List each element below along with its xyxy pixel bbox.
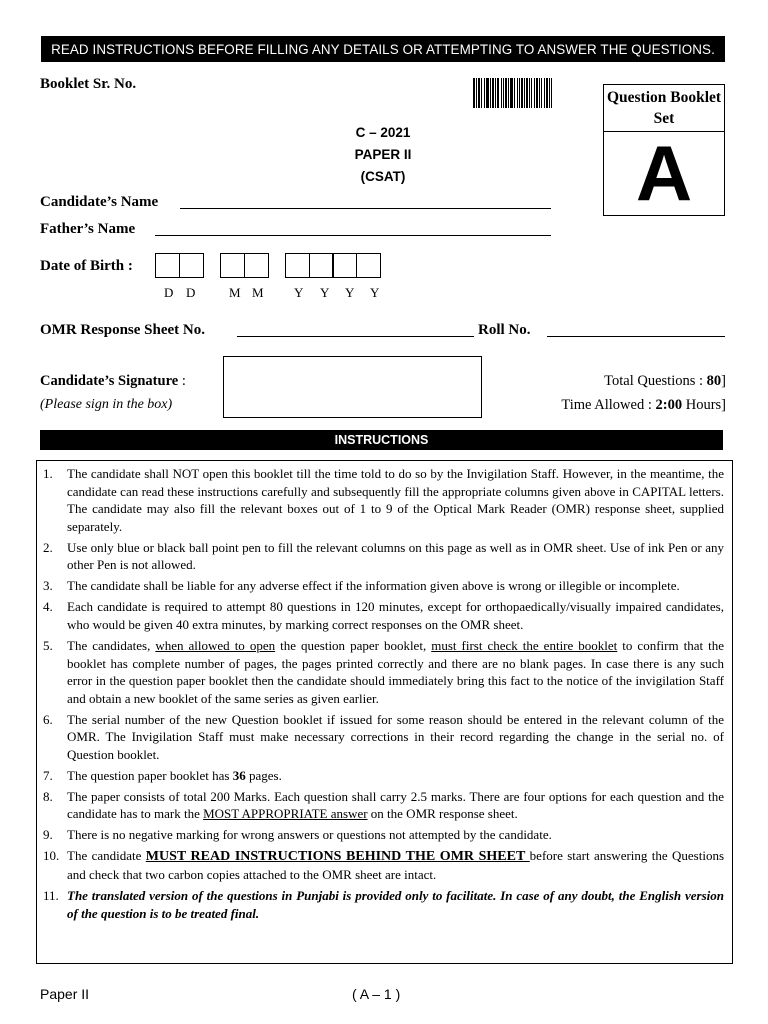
instruction-number: 7. <box>43 767 53 783</box>
instruction-text <box>67 847 724 883</box>
dob-box[interactable] <box>244 253 269 278</box>
omr-sheet-field[interactable] <box>237 336 474 337</box>
instruction-number: 9. <box>43 827 53 843</box>
instructions-box <box>36 460 733 964</box>
subject-title: (CSAT) <box>360 169 406 184</box>
time-allowed <box>561 397 726 414</box>
barcode-image <box>473 78 583 108</box>
instruction-item <box>41 887 724 922</box>
instruction-item <box>41 465 724 535</box>
total-questions-value: 80 <box>706 373 722 389</box>
dob-box[interactable] <box>285 253 310 278</box>
instruction-text: The serial number of the new Question booklet if issued for some reason should be entered in the relevant column of the OMR. The Invigilation Staff must make necessary corrections in their record regarding the change in the serial no. of Question booklet. <box>67 711 724 762</box>
signature-label-row <box>40 373 186 390</box>
question-set-box <box>603 84 725 216</box>
barcode-stripe <box>552 78 554 108</box>
instruction-text-part: before start answering the Questions and check that two carbon copies attached to the OMR sheet are intact. <box>67 848 725 882</box>
dob-box[interactable] <box>220 253 245 278</box>
omr-sheet-label: OMR Response Sheet No. <box>40 322 205 338</box>
question-set-letter: A <box>635 129 693 217</box>
total-questions-bracket: ] <box>721 373 726 389</box>
father-name-label: Father’s Name <box>40 221 136 237</box>
instruction-number: 1. <box>43 466 53 481</box>
dob-day-boxes[interactable] <box>155 253 204 278</box>
instruction-number: 6. <box>43 711 53 727</box>
instruction-text <box>67 788 724 823</box>
dob-label: Date of Birth : <box>40 258 133 274</box>
time-allowed-unit: Hours] <box>682 397 726 413</box>
roll-no-field[interactable] <box>547 336 725 337</box>
instruction-text-part: The paper consists of total 200 Marks. Each question shall carry 2.5 marks. There are four options for each question and the candidate has to mark the <box>67 788 724 822</box>
dob-hint: M <box>229 285 241 300</box>
dob-hint: Y <box>370 285 380 300</box>
dob-hint: M <box>252 285 264 300</box>
instruction-number: 3. <box>43 578 53 594</box>
instruction-text <box>67 767 724 785</box>
instruction-item <box>41 577 724 595</box>
exam-code: C – 2021 <box>355 125 411 140</box>
instruction-text: The candidate shall be liable for any adverse effect if the information given above is wrong or illegible or incomplete. <box>67 578 680 594</box>
dob-hint: Y <box>345 285 355 300</box>
instruction-item <box>41 598 724 633</box>
dob-hint: Y <box>294 285 304 300</box>
instruction-text-part: the question paper booklet, <box>275 637 432 653</box>
instruction-number: 5. <box>43 637 53 653</box>
signature-hint: (Please sign in the box) <box>40 397 173 412</box>
dob-hint: D <box>164 285 174 300</box>
dob-box[interactable] <box>309 253 334 278</box>
instruction-underlined: MUST READ INSTRUCTIONS BEHIND THE OMR SHEET <box>145 849 530 865</box>
instruction-number: 8. <box>43 788 53 804</box>
dob-box[interactable] <box>179 253 204 278</box>
instruction-item <box>41 539 724 574</box>
booklet-sr-label: Booklet Sr. No. <box>40 76 137 92</box>
instruction-number: 4. <box>43 599 53 615</box>
page-count: 36 <box>232 767 246 783</box>
time-allowed-label: Time Allowed : <box>561 397 656 413</box>
signature-box[interactable] <box>223 356 482 418</box>
instruction-number: 11. <box>43 887 59 903</box>
instruction-item <box>41 637 724 707</box>
instruction-item <box>41 788 724 823</box>
instruction-text-part: The candidate <box>67 848 146 864</box>
instruction-text-part: on the OMR response sheet. <box>367 806 518 822</box>
instruction-number: 2. <box>43 539 53 555</box>
instruction-underlined: MOST APPROPRIATE answer <box>203 806 368 822</box>
dob-month-boxes[interactable] <box>220 253 269 278</box>
dob-box[interactable] <box>155 253 180 278</box>
instruction-item <box>41 767 724 785</box>
instruction-text: Each candidate is required to attempt 80 questions in 120 minutes, except for orthopaedically/visually impaired candidates, who would be given 40 extra minutes, by marking correct responses on the OMR sheet. <box>67 599 724 632</box>
instruction-text <box>67 637 724 707</box>
father-name-field[interactable] <box>155 235 551 236</box>
instruction-text-part: The question paper booklet has <box>67 767 233 783</box>
dob-hint: Y <box>320 285 330 300</box>
instruction-text-part: pages. <box>245 767 282 783</box>
dob-box[interactable] <box>332 253 357 278</box>
total-questions <box>604 373 726 390</box>
instructions-list <box>41 465 724 922</box>
question-set-header-line2: Set <box>653 110 675 127</box>
instruction-text: The translated version of the questions in Punjabi is provided only to facilitate. In case of any doubt, the English version of the question is to be treated final. <box>67 887 724 921</box>
time-allowed-value: 2:00 <box>655 397 683 413</box>
question-set-header <box>604 85 724 132</box>
footer-page: ( A – 1 ) <box>352 986 401 1002</box>
instruction-text: There is no negative marking for wrong answers or questions not attempted by the candidate. <box>67 827 552 843</box>
instruction-text-part: to confirm that the booklet has complete number of pages, the pages printed correctly and there are no blank pages. In case there is any such error in the question paper booklet then the candidate should immediately bring this fact to the notice of the invigilation Staff and obtain a new booklet of the same series as given earlier. <box>67 637 724 706</box>
top-instruction-banner: READ INSTRUCTIONS BEFORE FILLING ANY DETAILS OR ATTEMPTING TO ANSWER THE QUESTIONS. <box>41 36 725 62</box>
dob-box[interactable] <box>356 253 381 278</box>
question-set-header-line1: Question Booklet <box>606 89 722 106</box>
instruction-number: 10. <box>43 848 60 864</box>
instruction-underlined: must first check the entire booklet <box>431 637 618 653</box>
instruction-item <box>41 711 724 764</box>
instructions-title: INSTRUCTIONS <box>40 430 723 450</box>
candidate-name-label: Candidate’s Name <box>40 194 159 210</box>
instruction-text: The candidate shall NOT open this booklet till the time told to do so by the Invigilation Staff. However, in the meantime, the candidate can read these instructions carefully and subsequently fill the appropriate columns given above in CAPITAL letters. The candidate may also fill the relevant boxes out of 1 to 9 of the Optical Mark Reader (OMR) response sheet, supplied separately. <box>67 466 724 534</box>
instruction-underlined: when allowed to open <box>155 637 276 653</box>
dob-year-boxes[interactable] <box>285 253 381 278</box>
candidate-name-field[interactable] <box>180 208 551 209</box>
roll-no-label: Roll No. <box>478 322 531 338</box>
dob-hint: D <box>186 285 196 300</box>
paper-title: PAPER II <box>354 147 412 162</box>
signature-label: Candidate’s Signature <box>40 373 179 389</box>
signature-colon: : <box>178 373 186 389</box>
instruction-text: Use only blue or black ball point pen to fill the relevant columns on this page as well as in OMR sheet. Use of ink Pen or any other Pen is not allowed. <box>67 539 724 573</box>
instruction-item <box>41 847 724 883</box>
instruction-item <box>41 826 724 844</box>
footer-paper: Paper II <box>40 986 90 1002</box>
instruction-text-part: The candidates, <box>67 637 156 653</box>
total-questions-label: Total Questions : <box>604 373 707 389</box>
